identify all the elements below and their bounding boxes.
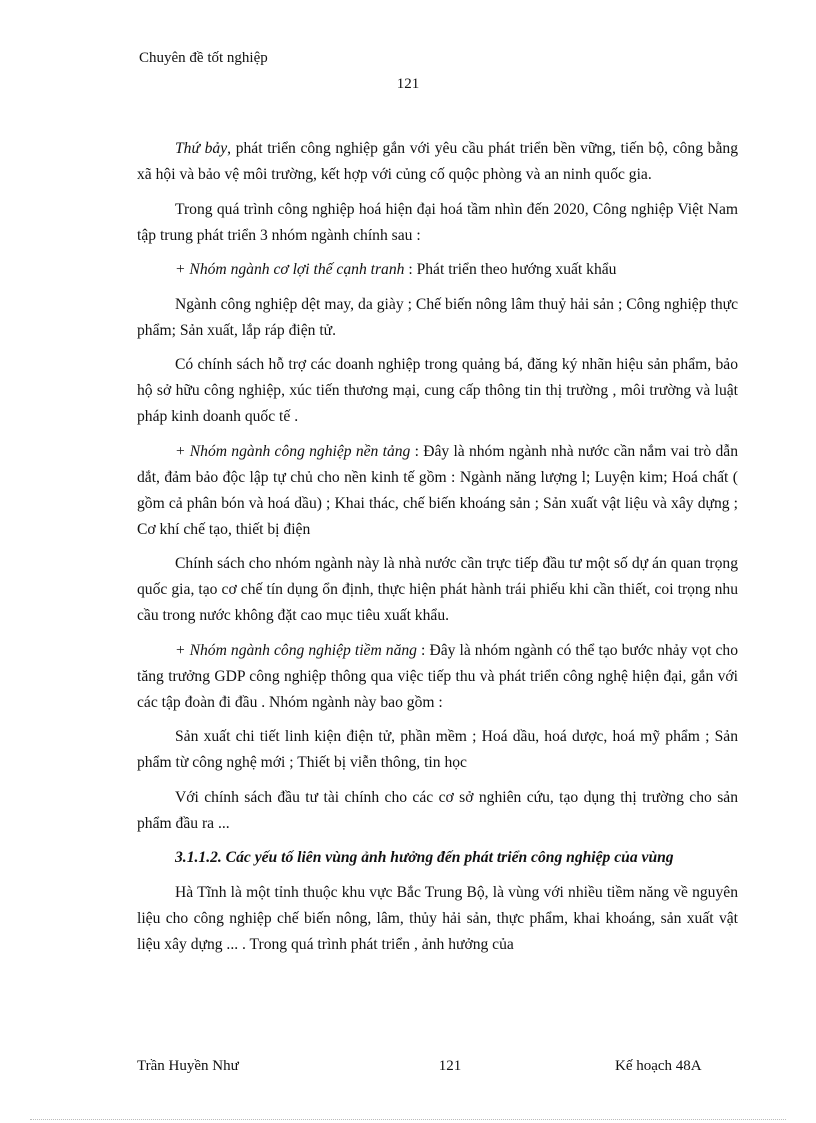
lead-phrase: + Nhóm ngành cơ lợi thế cạnh tranh xyxy=(175,261,405,278)
lead-phrase: + Nhóm ngành công nghiệp nền tảng xyxy=(175,442,411,460)
paragraph-text: Trong quá trình công nghiệp hoá hiện đại hoá tầm nhìn đến 2020, Công nghiệp Việt Nam tập trung phát triển 3 nhóm ngành chính sau : xyxy=(137,200,738,244)
paragraph-text: Có chính sách hỗ trợ các doanh nghiệp trong quảng bá, đăng ký nhãn hiệu sản phẩm, bảo hộ sở hữu công nghiệp, xúc tiến thương mại, cung cấp thông tin thị trường , môi trường và luật pháp kinh doanh quốc tế . xyxy=(137,356,738,425)
body-text xyxy=(137,136,738,966)
paragraph-text: Ngành công nghiệp dệt may, da giày ; Chế biến nông lâm thuỷ hải sản ; Công nghiệp thực phẩm; Sản xuất, lắp ráp điện tử. xyxy=(137,295,738,339)
paragraph-11 xyxy=(137,880,738,958)
page-bottom-divider xyxy=(30,1119,786,1120)
paragraph-8 xyxy=(137,638,738,716)
section-heading xyxy=(137,845,738,871)
header-title: Chuyên đề tốt nghiệp xyxy=(139,50,268,66)
paragraph-text: Sản xuất chi tiết linh kiện điện tử, phần mềm ; Hoá dầu, hoá dược, hoá mỹ phẩm ; Sản phẩm từ công nghệ mới ; Thiết bị viễn thông, tin học xyxy=(137,728,738,771)
paragraph-text: Hà Tĩnh là một tỉnh thuộc khu vực Bắc Trung Bộ, là vùng với nhiều tiềm năng về nguyên liệu cho công nghiệp chế biến nông, lâm, thủy hải sản, thực phẩm, khai khoáng, sản xuất vật liệu xây dựng ... . Trong quá trình phát triển , ảnh hưởng của xyxy=(137,883,738,953)
lead-phrase: Thứ bảy xyxy=(175,140,228,157)
heading-text: 3.1.1.2. Các yếu tố liên vùng ảnh hưởng đến phát triển công nghiệp của vùng xyxy=(175,849,674,866)
paragraph-text: : Đây là nhóm ngành có thể tạo bước nhảy vọt cho tăng trưởng GDP công nghiệp thông qua việc tiếp thu và phát triển công nghệ hiện đại, gắn với các tập đoàn đi đầu . Nhóm ngành này bao gồm : xyxy=(137,641,738,711)
footer-page-number: 121 xyxy=(438,1058,462,1074)
paragraph-text: Với chính sách đầu tư tài chính cho các cơ sở nghiên cứu, tạo dụng thị trường cho sản phẩm đầu ra ... xyxy=(137,788,738,832)
footer-class-name: Kế hoạch 48A xyxy=(615,1058,702,1074)
paragraph-text: : Phát triển theo hướng xuất khẩu xyxy=(404,261,617,278)
paragraph-7 xyxy=(137,551,738,629)
footer-author: Trần Huyền Như xyxy=(137,1058,239,1074)
header-page-number: 121 xyxy=(396,76,420,92)
paragraph-2 xyxy=(137,197,738,249)
paragraph-9 xyxy=(137,724,738,776)
paragraph-6 xyxy=(137,439,738,543)
lead-phrase: + Nhóm ngành công nghiệp tiềm năng xyxy=(175,641,417,659)
paragraph-5 xyxy=(137,352,738,430)
paragraph-10 xyxy=(137,785,738,837)
paragraph-4 xyxy=(137,292,738,344)
paragraph-1 xyxy=(137,136,738,188)
paragraph-3 xyxy=(137,257,738,283)
paragraph-text: : Đây là nhóm ngành nhà nước cần nắm vai trò dẫn dắt, đảm bảo độc lập tự chủ cho nền kinh tế gồm : Ngành năng lượng l; Luyện kim; Hoá chất ( gồm cả phân bón và hoá dầu) ; Khai thác, chế biến khoáng sản ; Sản xuất vật liệu và xây dựng ; Cơ khí chế tạo, thiết bị điện xyxy=(137,442,738,538)
paragraph-text: Chính sách cho nhóm ngành này là nhà nước cần trực tiếp đầu tư một số dự án quan trọng quốc gia, tạo cơ chế tín dụng ổn định, thực hiện phát hành trái phiếu khi cần thiết, coi trọng nhu cầu trong nước không đặt cao mục tiêu xuất khẩu. xyxy=(137,555,738,624)
paragraph-text: , phát triển công nghiệp gắn với yêu cầu phát triển bền vững, tiến bộ, công bằng xã hội và bảo vệ môi trường, kết hợp với củng cố quộc phòng và an ninh quốc gia. xyxy=(137,140,738,183)
